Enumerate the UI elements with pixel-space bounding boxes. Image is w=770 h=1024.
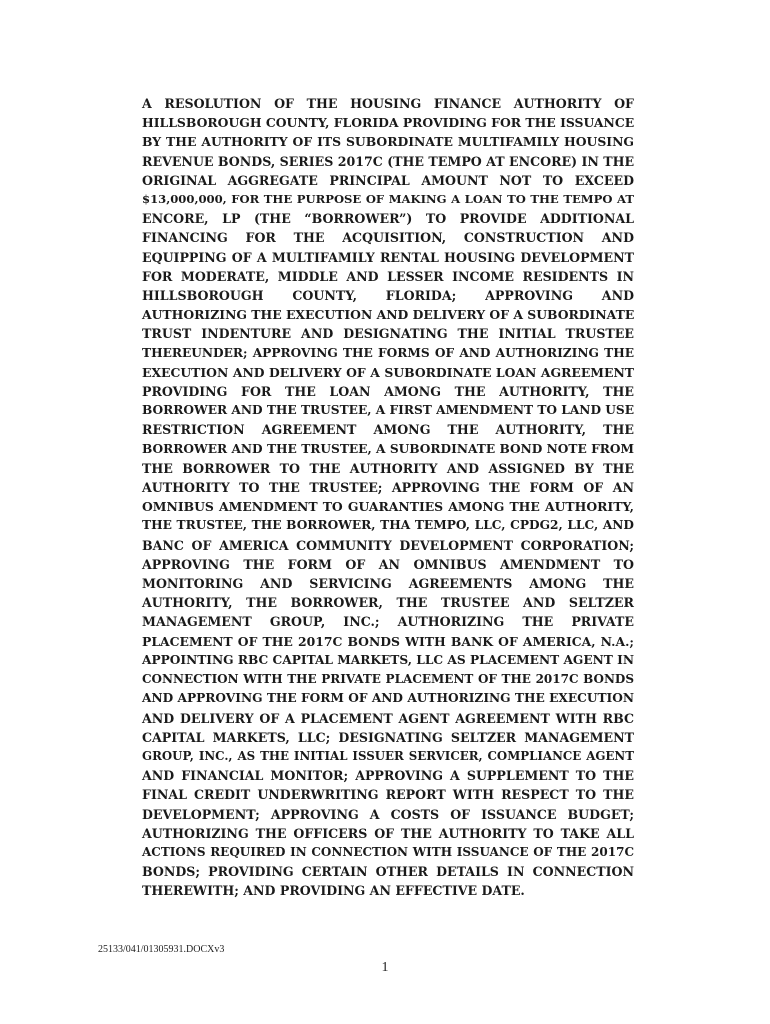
- resolution-line: EXECUTION AND DELIVERY OF A SUBORDINATE LOAN AGREEMENT: [142, 364, 634, 380]
- resolution-line: CONNECTION WITH THE PRIVATE PLACEMENT OF THE 2017C BONDS: [142, 672, 634, 687]
- resolution-line: FOR MODERATE, MIDDLE AND LESSER INCOME RESIDENTS IN: [142, 268, 634, 284]
- document-id: 25133/041/01305931.DOCXv3: [98, 944, 225, 955]
- resolution-line: THEREUNDER; APPROVING THE FORMS OF AND AUTHORIZING THE: [142, 345, 634, 360]
- resolution-line: MONITORING AND SERVICING AGREEMENTS AMONG THE: [142, 576, 634, 592]
- resolution-line: AND APPROVING THE FORM OF AND AUTHORIZING THE EXECUTION: [142, 691, 634, 706]
- resolution-line: HILLSBOROUGH COUNTY, FLORIDA PROVIDING FOR THE ISSUANCE: [142, 115, 635, 131]
- resolution-line: AUTHORIZING THE EXECUTION AND DELIVERY OF A SUBORDINATE: [142, 307, 635, 323]
- resolution-line: APPOINTING RBC CAPITAL MARKETS, LLC AS PLACEMENT AGENT IN: [142, 652, 634, 667]
- resolution-line: TRUST INDENTURE AND DESIGNATING THE INITIAL TRUSTEE: [142, 326, 634, 342]
- resolution-line: EQUIPPING OF A MULTIFAMILY RENTAL HOUSING DEVELOPMENT: [142, 249, 634, 265]
- resolution-line: THE TRUSTEE, THE BORROWER, THA TEMPO, LLC, CPDG2, LLC, AND: [142, 518, 634, 533]
- resolution-line: AND FINANCIAL MONITOR; APPROVING A SUPPLEMENT TO THE: [142, 768, 634, 784]
- resolution-line: BONDS; PROVIDING CERTAIN OTHER DETAILS IN CONNECTION: [142, 864, 634, 880]
- resolution-line: ORIGINAL AGGREGATE PRINCIPAL AMOUNT NOT TO EXCEED: [142, 172, 634, 188]
- resolution-line: ACTIONS REQUIRED IN CONNECTION WITH ISSUANCE OF THE 2017C: [142, 844, 634, 859]
- resolution-line: RESTRICTION AGREEMENT AMONG THE AUTHORITY, THE: [142, 422, 634, 438]
- resolution-line: AUTHORITY, THE BORROWER, THE TRUSTEE AND SELTZER: [142, 595, 634, 611]
- resolution-line: BANC OF AMERICA COMMUNITY DEVELOPMENT CORPORATION;: [142, 537, 634, 553]
- resolution-line: FINAL CREDIT UNDERWRITING REPORT WITH RESPECT TO THE: [142, 787, 634, 803]
- resolution-line: CAPITAL MARKETS, LLC; DESIGNATING SELTZER MANAGEMENT: [142, 729, 634, 745]
- resolution-line: HILLSBOROUGH COUNTY, FLORIDA; APPROVING AND: [142, 288, 634, 304]
- resolution-line: MANAGEMENT GROUP, INC.; AUTHORIZING THE PRIVATE: [142, 614, 634, 630]
- resolution-line: DEVELOPMENT; APPROVING A COSTS OF ISSUANCE BUDGET;: [142, 806, 634, 822]
- resolution-line: BY THE AUTHORITY OF ITS SUBORDINATE MULTIFAMILY HOUSING: [142, 134, 634, 150]
- resolution-title: [142, 94, 634, 901]
- resolution-line: $13,000,000, FOR THE PURPOSE OF MAKING A LOAN TO THE TEMPO AT: [142, 192, 634, 207]
- resolution-line: AUTHORITY TO THE TRUSTEE; APPROVING THE FORM OF AN: [142, 480, 634, 496]
- resolution-line: ENCORE, LP (THE “BORROWER”) TO PROVIDE ADDITIONAL: [142, 211, 634, 227]
- resolution-line: REVENUE BONDS, SERIES 2017C (THE TEMPO AT ENCORE) IN THE: [142, 153, 635, 169]
- resolution-line: PROVIDING FOR THE LOAN AMONG THE AUTHORITY, THE: [142, 384, 634, 400]
- resolution-line: AUTHORIZING THE OFFICERS OF THE AUTHORITY TO TAKE ALL: [142, 825, 634, 841]
- resolution-line: AND DELIVERY OF A PLACEMENT AGENT AGREEMENT WITH RBC: [142, 710, 634, 726]
- resolution-line: A RESOLUTION OF THE HOUSING FINANCE AUTHORITY OF: [142, 96, 634, 111]
- resolution-line: THEREWITH; AND PROVIDING AN EFFECTIVE DATE.: [142, 883, 525, 899]
- resolution-line: PLACEMENT OF THE 2017C BONDS WITH BANK OF AMERICA, N.A.;: [142, 633, 634, 649]
- resolution-line: OMNIBUS AMENDMENT TO GUARANTIES AMONG THE AUTHORITY,: [142, 499, 634, 515]
- resolution-line: THE BORROWER TO THE AUTHORITY AND ASSIGNED BY THE: [142, 460, 634, 476]
- resolution-line: FINANCING FOR THE ACQUISITION, CONSTRUCTION AND: [142, 230, 634, 246]
- resolution-line: BORROWER AND THE TRUSTEE, A FIRST AMENDMENT TO LAND USE: [142, 403, 634, 418]
- resolution-line: APPROVING THE FORM OF AN OMNIBUS AMENDMENT TO: [142, 556, 634, 572]
- resolution-line: BORROWER AND THE TRUSTEE, A SUBORDINATE BOND NOTE FROM: [142, 441, 634, 456]
- page-number: 1: [381, 960, 389, 975]
- resolution-line: GROUP, INC., AS THE INITIAL ISSUER SERVICER, COMPLIANCE AGENT: [142, 748, 634, 763]
